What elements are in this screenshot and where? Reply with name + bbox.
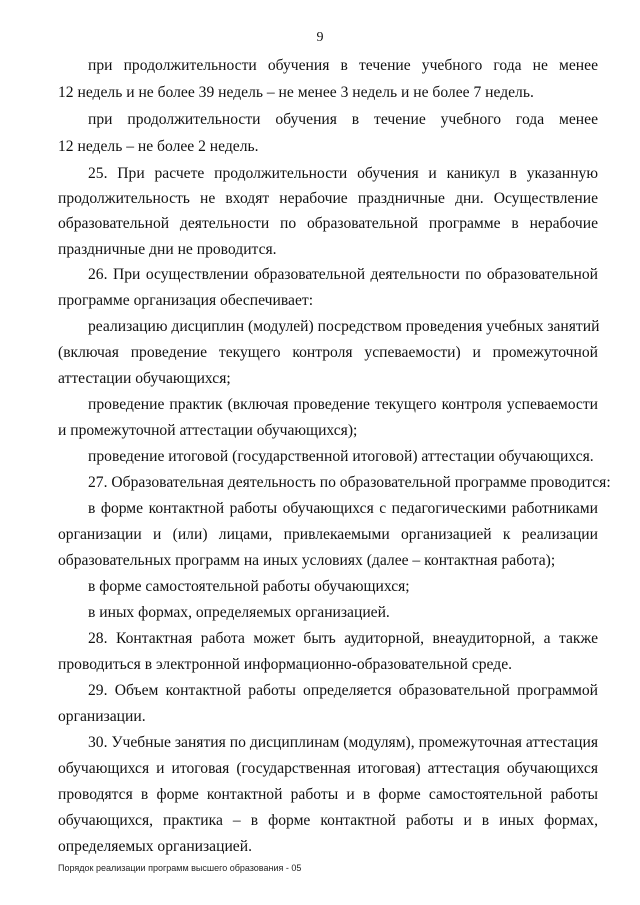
text-line: проводиться в электронной информационно-образовательной среде. [58,656,513,673]
text-line: и промежуточной аттестации обучающихся); [58,422,358,439]
text-line: 30. Учебные занятия по дисциплинам (модулям), промежуточная аттестация [88,734,598,751]
text-line: проведение итоговой (государственной итоговой) аттестации обучающихся. [88,448,594,465]
text-line: обучающихся, практика – в форме контактной работы и в иных формах, [58,812,598,829]
text-line: 12 недель – не более 2 недель. [58,138,259,155]
footer-text: Порядок реализации программ высшего образования - 05 [58,863,302,873]
text-line: (включая проведение текущего контроля успеваемости) и промежуточной [58,344,598,361]
page-number: 9 [316,30,324,45]
text-line: образовательных программ на иных условиях (далее – контактная работа); [58,552,556,569]
text-line: образовательной деятельности по образовательной программе в нерабочие [58,215,598,232]
text-line: при продолжительности обучения в течение учебного года менее [88,111,598,128]
text-line: обучающихся и итоговая (государственная итоговая) аттестация обучающихся [58,760,598,777]
text-line: организации и (или) лицами, привлекаемыми организацией к реализации [58,526,598,543]
text-line: определяемых организацией. [58,838,252,855]
text-line: организации. [58,708,146,725]
text-line: аттестации обучающихся; [58,370,231,387]
text-line: 28. Контактная работа может быть аудиторной, внеаудиторной, а также [88,630,598,647]
text-line: 25. При расчете продолжительности обучения и каникул в указанную [88,165,598,182]
text-line: проводятся в форме контактной работы и в форме самостоятельной работы [58,786,598,803]
text-line: 12 недель и не более 39 недель – не менее 3 недель и не более 7 недель. [58,84,534,101]
text-line: праздничные дни не проводится. [58,241,277,258]
text-line: при продолжительности обучения в течение учебного года не менее [88,57,598,74]
text-line: 26. При осуществлении образовательной деятельности по образовательной [88,266,598,283]
text-line: 27. Образовательная деятельность по образовательной программе проводится: [88,474,611,491]
text-line: в иных формах, определяемых организацией. [88,604,390,621]
text-line: программе организация обеспечивает: [58,292,314,309]
text-line: реализацию дисциплин (модулей) посредством проведения учебных занятий [88,318,600,335]
text-line: в форме самостоятельной работы обучающихся; [88,578,410,595]
text-line: 29. Объем контактной работы определяется образовательной программой [88,682,598,699]
text-line: проведение практик (включая проведение текущего контроля успеваемости [88,396,598,413]
text-line: продолжительность не входят нерабочие праздничные дни. Осуществление [58,190,598,207]
text-line: в форме контактной работы обучающихся с педагогическими работниками [88,500,598,517]
